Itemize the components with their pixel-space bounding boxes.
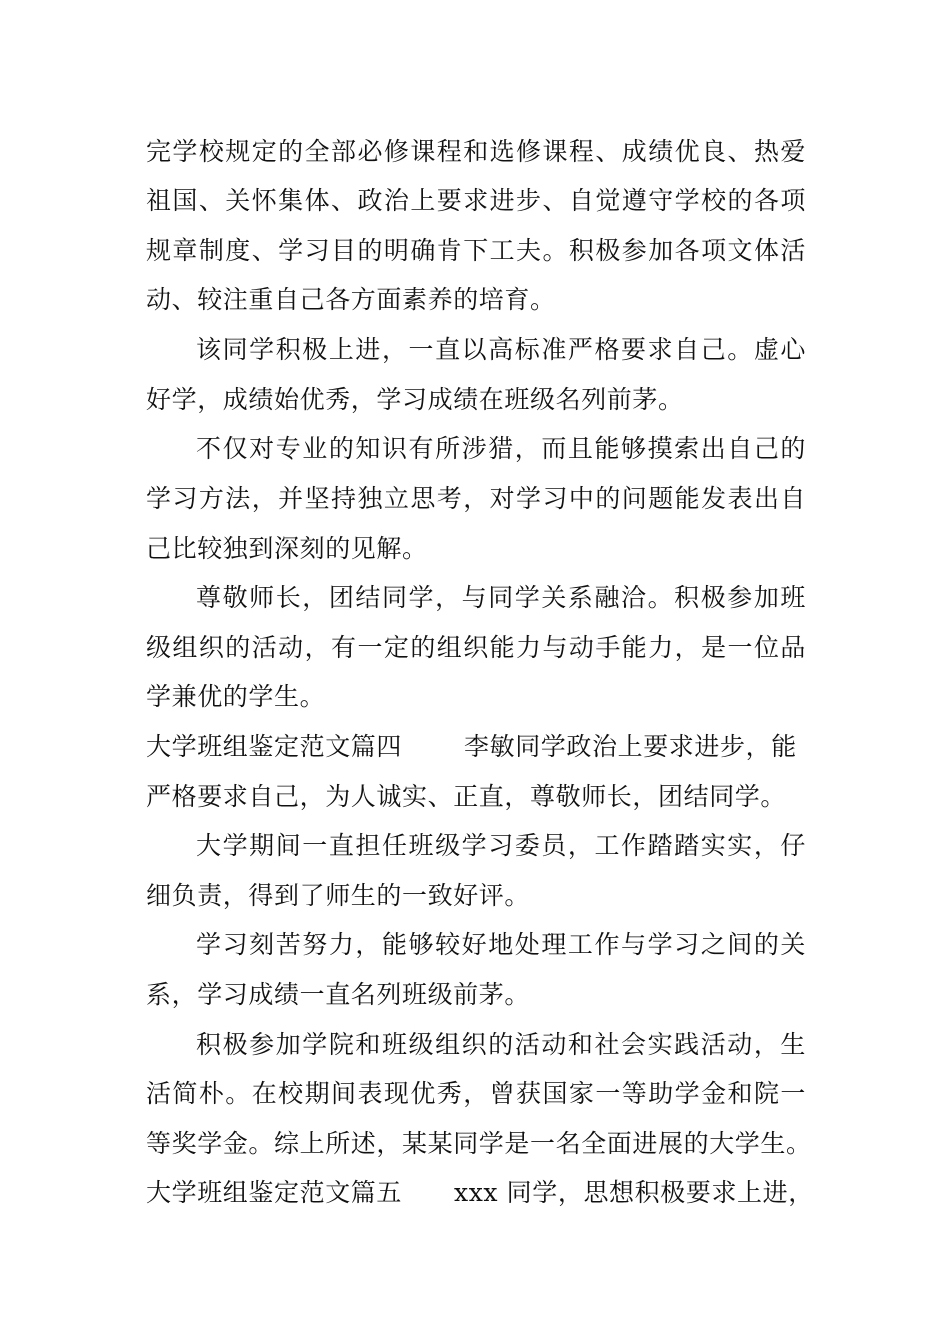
paragraph-line: 尊敬师长，团结同学，与同学关系融洽。积极参加班: [196, 583, 806, 612]
paragraph-line: 活简朴。在校期间表现优秀，曾获国家一等助学金和院一: [146, 1079, 806, 1108]
paragraph-line: 规章制度、学习目的明确肯下工夫。积极参加各项文体活: [146, 236, 806, 265]
paragraph-line: 己比较独到深刻的见解。: [146, 534, 428, 563]
section-heading-line: [146, 1177, 814, 1209]
paragraph-line: 严格要求自己，为人诚实、正直，尊敬师长，团结同学。: [146, 782, 787, 811]
paragraph-line: 学习刻苦努力，能够较好地处理工作与学习之间的关: [196, 930, 806, 959]
paragraph-line: 完学校规定的全部必修课程和选修课程、成绩优良、热爱: [146, 137, 806, 166]
paragraph-line: 细负责，得到了师生的一致好评。: [146, 881, 531, 910]
section-heading-text: xxx 同学，思想积极要求上进，: [454, 1178, 814, 1207]
paragraph-line: 级组织的活动，有一定的组织能力与动手能力，是一位品: [146, 633, 806, 662]
paragraph-line: 系，学习成绩一直名列班级前茅。: [146, 980, 531, 1009]
paragraph-line: 积极参加学院和班级组织的活动和社会实践活动，生: [196, 1030, 806, 1059]
section-heading-line: [146, 731, 806, 763]
paragraph-line: 学习方法，并坚持独立思考，对学习中的问题能发表出自: [146, 484, 806, 513]
paragraph-line: 学兼优的学生。: [146, 682, 326, 711]
paragraph-line: 该同学积极上进，一直以高标准严格要求自己。虚心: [196, 335, 806, 364]
section-heading-text: 李敏同学政治上要求进步，能: [464, 732, 797, 761]
paragraph-line: 大学期间一直担任班级学习委员，工作踏踏实实，仔: [196, 831, 806, 860]
paragraph-line: 动、较注重自己各方面素养的培育。: [146, 285, 556, 314]
paragraph-line: 好学，成绩始优秀，学习成绩在班级名列前茅。: [146, 385, 684, 414]
paragraph-line: 祖国、关怀集体、政治上要求进步、自觉遵守学校的各项: [146, 186, 806, 215]
section-heading-title: 大学班组鉴定范文篇四: [146, 732, 403, 761]
section-heading-title: 大学班组鉴定范文篇五: [146, 1178, 403, 1207]
paragraph-line: 不仅对专业的知识有所涉猎，而且能够摸索出自己的: [196, 434, 806, 463]
paragraph-line: 等奖学金。综上所述，某某同学是一名全面进展的大学生。: [146, 1129, 812, 1158]
